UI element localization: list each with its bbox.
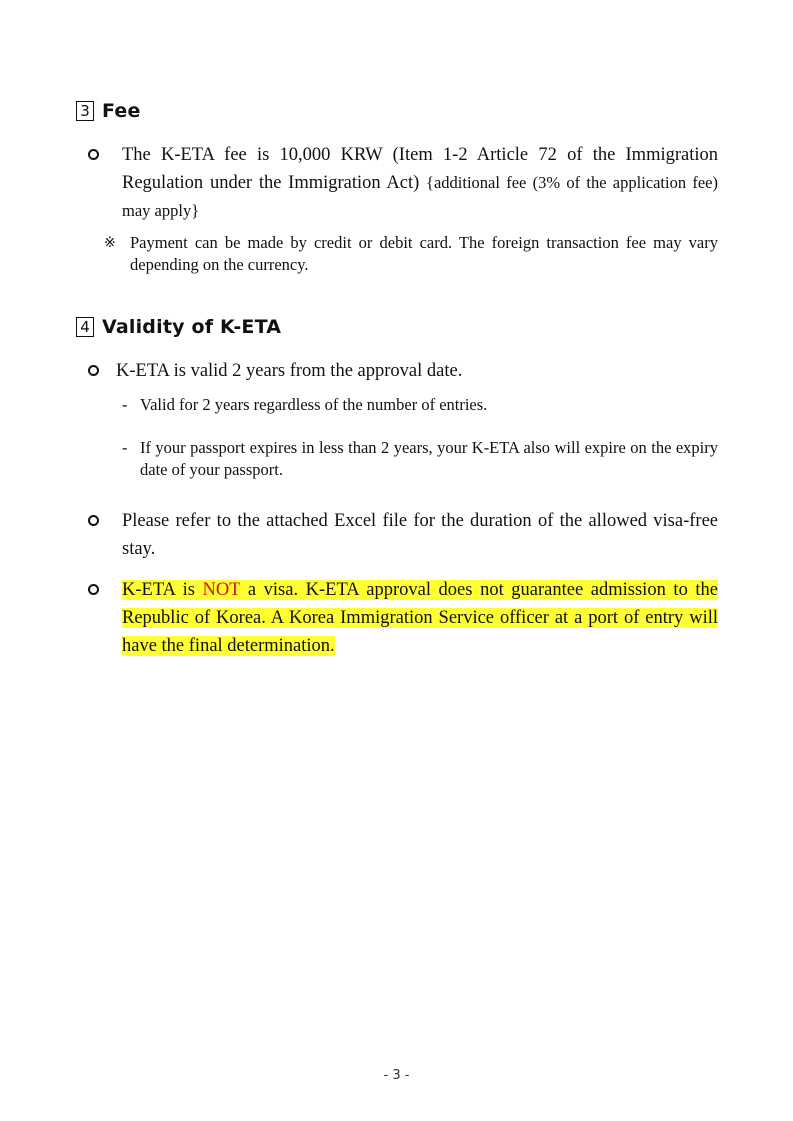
bullet-icon	[88, 576, 122, 660]
dash-mark: -	[122, 395, 128, 414]
bullet-icon	[88, 507, 122, 563]
fee-bullet	[88, 141, 718, 225]
section-number-box: 4	[76, 317, 94, 337]
bullet-icon	[88, 141, 122, 225]
fee-note	[104, 232, 718, 276]
bullet-text	[122, 141, 718, 225]
bullet-text: Please refer to the attached Excel file for the duration of the allowed visa-free stay.	[122, 511, 718, 559]
section-heading-fee	[76, 100, 141, 122]
section-number-box: 3	[76, 101, 94, 121]
reference-mark-icon: ※	[104, 235, 116, 251]
highlighted-text: a visa. K-ETA approval does not guarantee admission to the Republic of Korea. A Korea Immigration Service officer at a port of entry will have the final determination.	[122, 580, 719, 656]
validity-bullet-2	[88, 507, 718, 563]
section-title: Fee	[102, 100, 141, 122]
subitem-text: Valid for 2 years regardless of the number of entries.	[140, 395, 488, 414]
highlighted-text: K-ETA is	[122, 580, 195, 600]
fee-additional-text: {additional fee (3% of the application fee) may apply}	[122, 173, 718, 220]
page-number: - 3 -	[383, 1068, 410, 1083]
subitem-text: If your passport expires in less than 2 years, your K-ETA also will expire on the expiry date of your passport.	[140, 438, 718, 479]
note-text: Payment can be made by credit or debit card. The foreign transaction fee may vary depending on the currency.	[130, 233, 718, 274]
validity-bullet-3	[88, 576, 718, 660]
bullet-text: K-ETA is valid 2 years from the approval date.	[116, 361, 463, 381]
fee-text: The K-ETA fee is 10,000 KRW (Item 1-2 Article 72 of the Immigration Regulation under the Immigration Act)	[122, 145, 718, 193]
section-heading-validity	[76, 316, 281, 338]
section-title: Validity of K-ETA	[102, 316, 282, 338]
dash-mark: -	[122, 438, 128, 457]
bullet-icon	[88, 357, 116, 385]
bullet-text	[122, 576, 718, 660]
validity-bullet-1	[88, 357, 718, 385]
emphasis-not: NOT	[202, 580, 241, 600]
validity-subitem-2	[122, 437, 718, 481]
validity-subitem-1	[122, 394, 718, 416]
